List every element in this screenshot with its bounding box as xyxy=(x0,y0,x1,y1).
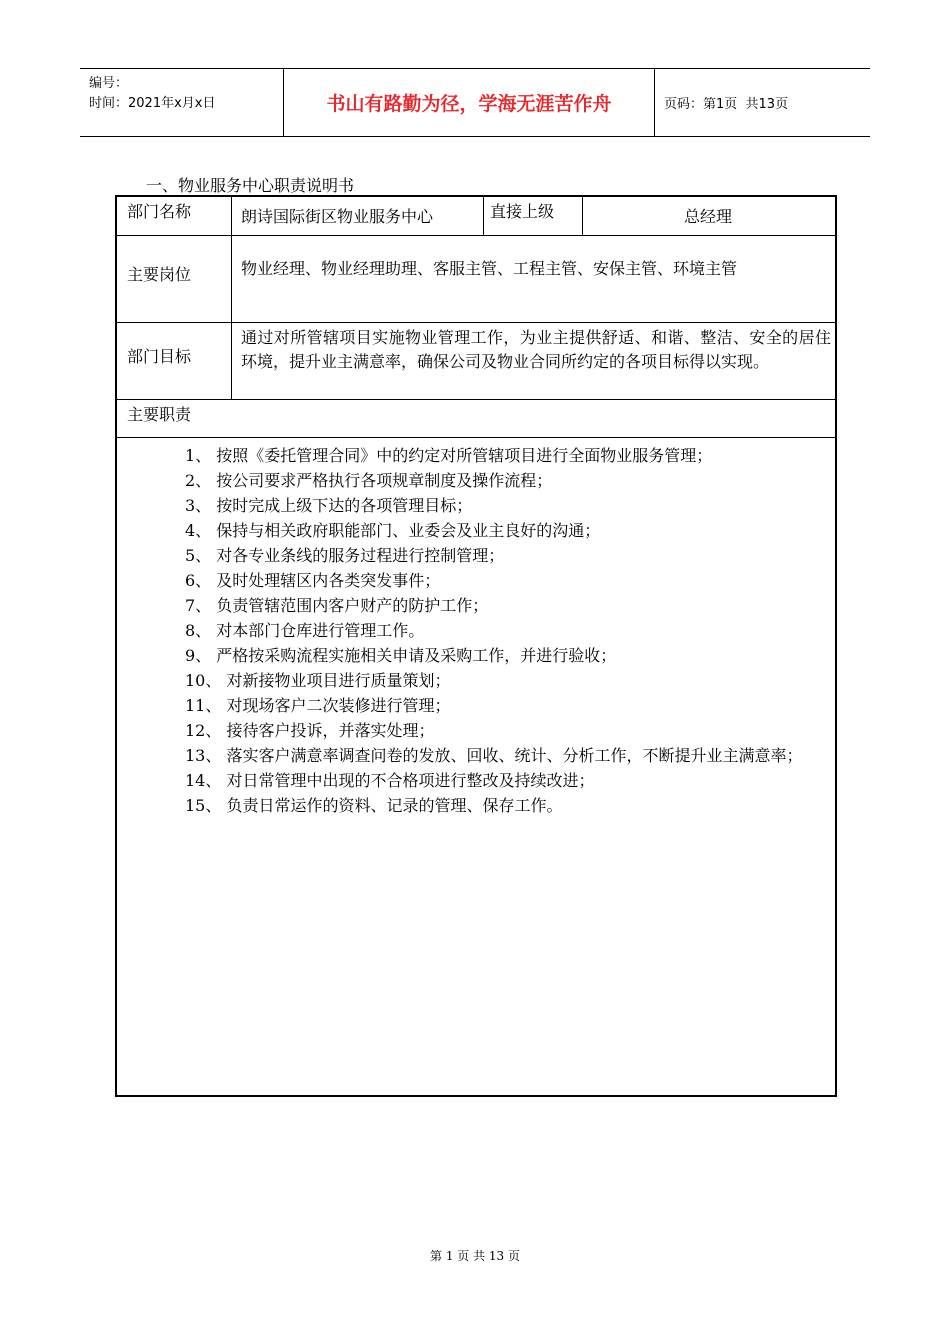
list-item: 9、 严格按采购流程实施相关申请及采购工作，并进行验收； xyxy=(185,646,617,665)
list-item: 13、 落实客户满意率调查问卷的发放、回收、统计、分析工作，不断提升业主满意率； xyxy=(185,746,803,765)
list-item: 3、 按时完成上级下达的各项管理目标； xyxy=(185,496,473,515)
dept-name-label: 部门名称 xyxy=(127,202,192,221)
page-footer xyxy=(0,1247,950,1264)
duties-label: 主要职责 xyxy=(127,405,192,424)
goal-value: 通过对所管辖项目实施物业管理工作，为业主提供舒适、和谐、整洁、安全的居住环境，提升业主满意率，确保公司及物业合同所约定的各项目标得以实现。 xyxy=(241,328,831,371)
responsibility-table xyxy=(115,195,837,1097)
list-item: 8、 对本部门仓库进行管理工作。 xyxy=(185,621,425,640)
list-item: 6、 及时处理辖区内各类突发事件； xyxy=(185,571,441,590)
list-item: 12、 接待客户投诉，并落实处理； xyxy=(185,721,435,740)
table-row-divider xyxy=(117,235,835,236)
header-page-info xyxy=(664,69,788,136)
list-item: 11、 对现场客户二次装修进行管理； xyxy=(185,696,451,715)
list-item: 15、 负责日常运作的资料、记录的管理、保存工作。 xyxy=(185,796,563,815)
superior-label: 直接上级 xyxy=(490,202,555,221)
list-item: 4、 保持与相关政府职能部门、业委会及业主良好的沟通； xyxy=(185,521,601,540)
header-meta xyxy=(89,74,215,114)
table-col-divider xyxy=(483,197,484,235)
list-item: 14、 对日常管理中出现的不合格项进行整改及持续改进； xyxy=(185,771,595,790)
header-divider xyxy=(654,69,655,136)
section-title: 一、物业服务中心职责说明书 xyxy=(146,176,355,195)
table-col-divider xyxy=(231,197,232,399)
list-item: 1、 按照《委托管理合同》中的约定对所管辖项目进行全面物业服务管理； xyxy=(185,446,713,465)
table-row-divider xyxy=(117,322,835,323)
goal-label: 部门目标 xyxy=(127,347,192,366)
list-item: 2、 按公司要求严格执行各项规章制度及操作流程； xyxy=(185,471,553,490)
positions-value: 物业经理、物业经理助理、客服主管、工程主管、安保主管、环境主管 xyxy=(241,259,738,278)
table-row-divider xyxy=(117,399,835,400)
superior-value: 总经理 xyxy=(683,207,732,226)
list-item: 10、 对新接物业项目进行质量策划； xyxy=(185,671,451,690)
time-label: 时间：2021年x月x日 xyxy=(89,96,216,111)
positions-label: 主要岗位 xyxy=(127,265,192,284)
document-header xyxy=(80,68,870,137)
header-motto: 书山有路勤为径，学海无涯苦作舟 xyxy=(326,93,612,115)
footer-page-number: 第 1 页 共 13 页 xyxy=(430,1249,520,1263)
page-info-text: 页码：第1页 共13页 xyxy=(664,97,789,112)
number-label: 编号： xyxy=(89,76,129,91)
table-row-divider xyxy=(117,437,835,438)
list-item: 5、 对各专业条线的服务过程进行控制管理； xyxy=(185,546,505,565)
dept-name-value: 朗诗国际街区物业服务中心 xyxy=(241,207,434,226)
duties-list xyxy=(117,443,829,818)
list-item: 7、 负责管辖范围内客户财产的防护工作； xyxy=(185,596,489,615)
